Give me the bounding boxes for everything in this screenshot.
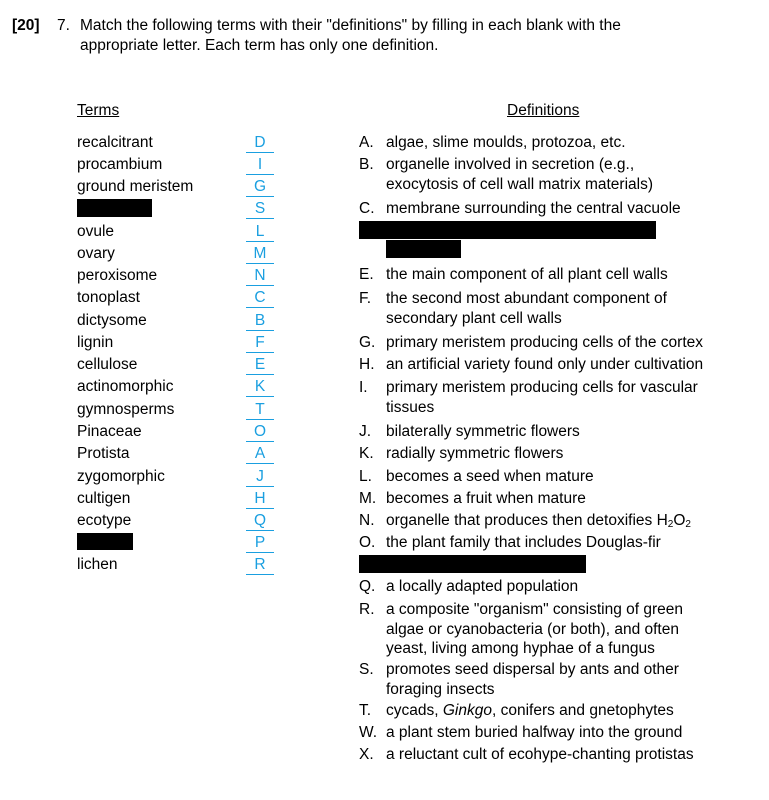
term-actinomorphic: actinomorphic — [77, 378, 174, 395]
definition-b-line2: exocytosis of cell wall matrix materials) — [386, 176, 654, 193]
definition-letter: J. — [359, 423, 372, 440]
answer-blank[interactable]: S — [246, 200, 274, 219]
definition-g: primary meristem producing cells of the cortex — [386, 334, 704, 351]
definition-s-line2: foraging insects — [386, 681, 495, 698]
definition-c: membrane surrounding the central vacuole — [386, 200, 681, 217]
definition-e: the main component of all plant cell walls — [386, 266, 668, 283]
definition-letter: T. — [359, 702, 372, 719]
answer-blank[interactable]: D — [246, 134, 274, 153]
definition-letter: L. — [359, 468, 372, 485]
redacted-definition — [386, 240, 461, 258]
redacted-term — [77, 533, 133, 550]
definition-letter: X. — [359, 746, 374, 763]
question-number: 7. — [57, 17, 70, 34]
definition-letter: H. — [359, 356, 375, 373]
definition-letter: O. — [359, 534, 376, 551]
answer-blank[interactable]: Q — [246, 512, 274, 531]
answer-blank[interactable]: G — [246, 178, 274, 197]
term-zygomorphic: zygomorphic — [77, 468, 165, 485]
term-ovary: ovary — [77, 245, 115, 262]
definition-letter: I. — [359, 379, 368, 396]
definition-f-line2: secondary plant cell walls — [386, 310, 562, 327]
answer-blank[interactable]: I — [246, 156, 274, 175]
definition-r-line2: algae or cyanobacteria (or both), and often — [386, 621, 679, 638]
answer-blank[interactable]: N — [246, 267, 274, 286]
definition-m: becomes a fruit when mature — [386, 490, 586, 507]
terms-column-header: Terms — [77, 102, 120, 119]
definition-q: a locally adapted population — [386, 578, 579, 595]
term-procambium: procambium — [77, 156, 163, 173]
definitions-column-header: Definitions — [507, 102, 580, 119]
answer-blank[interactable]: R — [246, 556, 274, 575]
definition-letter: F. — [359, 290, 372, 307]
question-instructions-line2: appropriate letter. Each term has only one definition. — [80, 37, 439, 54]
term-recalcitrant: recalcitrant — [77, 134, 153, 151]
definition-letter: R. — [359, 601, 375, 618]
definition-i-line1: primary meristem producing cells for vascular — [386, 379, 698, 396]
term-cultigen: cultigen — [77, 490, 131, 507]
definition-k: radially symmetric flowers — [386, 445, 564, 462]
answer-blank[interactable]: C — [246, 289, 274, 308]
definition-letter: M. — [359, 490, 377, 507]
definition-f-line1: the second most abundant component of — [386, 290, 667, 307]
redacted-definition — [359, 221, 656, 239]
definition-letter: C. — [359, 200, 375, 217]
definition-letter: G. — [359, 334, 376, 351]
answer-blank[interactable]: A — [246, 445, 274, 464]
redacted-definition — [359, 555, 586, 573]
term-gymnosperms: gymnosperms — [77, 401, 175, 418]
answer-blank[interactable]: M — [246, 245, 274, 264]
term-ground-meristem: ground meristem — [77, 178, 194, 195]
answer-blank[interactable]: K — [246, 378, 274, 397]
definition-r-line1: a composite "organism" consisting of green — [386, 601, 684, 618]
term-tonoplast: tonoplast — [77, 289, 140, 306]
definition-letter: E. — [359, 266, 374, 283]
definition-letter: S. — [359, 661, 374, 678]
answer-blank[interactable]: E — [246, 356, 274, 375]
definition-letter: K. — [359, 445, 374, 462]
answer-blank[interactable]: B — [246, 312, 274, 331]
answer-blank[interactable]: J — [246, 468, 274, 487]
definition-i-line2: tissues — [386, 399, 435, 416]
term-ovule: ovule — [77, 223, 115, 240]
definition-o: the plant family that includes Douglas-fir — [386, 534, 661, 551]
definition-w: a plant stem buried halfway into the ground — [386, 724, 683, 741]
term-ecotype: ecotype — [77, 512, 132, 529]
question-instructions-line1: Match the following terms with their "definitions" by filling in each blank with the — [80, 17, 621, 34]
answer-blank[interactable]: F — [246, 334, 274, 353]
definition-b-line1: organelle involved in secretion (e.g., — [386, 156, 635, 173]
term-cellulose: cellulose — [77, 356, 138, 373]
definition-n: organelle that produces then detoxifies $H_2O_2$ — [386, 512, 691, 530]
definition-r-line3: yeast, living among hyphae of a fungus — [386, 640, 655, 657]
answer-blank[interactable]: H — [246, 490, 274, 509]
term-lichen: lichen — [77, 556, 118, 573]
points-label: [20] — [12, 17, 40, 34]
answer-blank[interactable]: P — [246, 534, 274, 553]
definition-s-line1: promotes seed dispersal by ants and other — [386, 661, 679, 678]
term-peroxisome: peroxisome — [77, 267, 158, 284]
definition-letter: W. — [359, 724, 378, 741]
definition-a: algae, slime moulds, protozoa, etc. — [386, 134, 626, 151]
redacted-term — [77, 199, 152, 217]
definition-l: becomes a seed when mature — [386, 468, 594, 485]
definition-h: an artificial variety found only under cultivation — [386, 356, 704, 373]
term-protista: Protista — [77, 445, 130, 462]
term-dictysome: dictysome — [77, 312, 147, 329]
term-lignin: lignin — [77, 334, 114, 351]
answer-blank[interactable]: O — [246, 423, 274, 442]
definition-x: a reluctant cult of ecohype-chanting protistas — [386, 746, 694, 763]
definition-letter: Q. — [359, 578, 376, 595]
term-pinaceae: Pinaceae — [77, 423, 142, 440]
definition-letter: A. — [359, 134, 374, 151]
definition-j: bilaterally symmetric flowers — [386, 423, 580, 440]
definition-t: cycads, Ginkgo, conifers and gnetophytes — [386, 702, 674, 719]
answer-blank[interactable]: L — [246, 223, 274, 242]
answer-blank[interactable]: T — [246, 401, 274, 420]
definition-letter: B. — [359, 156, 374, 173]
definition-letter: N. — [359, 512, 375, 529]
